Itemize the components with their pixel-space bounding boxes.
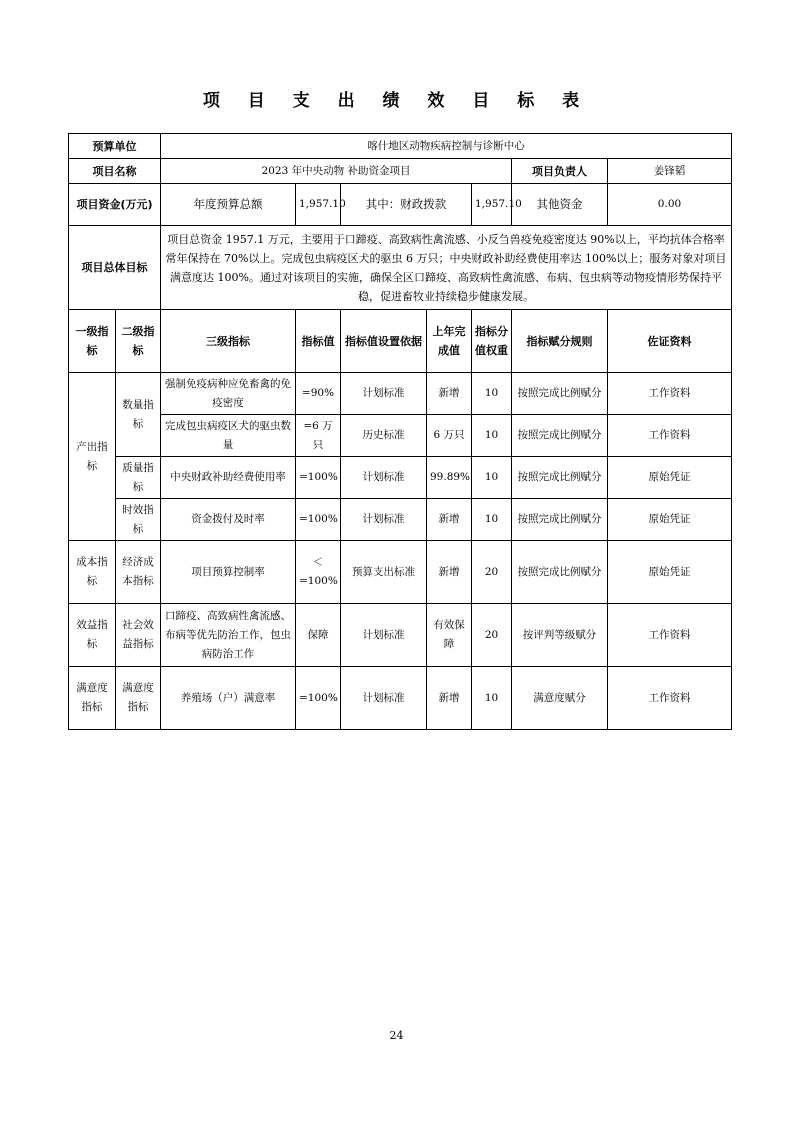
indicator-cell: 项目预算控制率 bbox=[161, 541, 296, 604]
group-cost: 成本指标 bbox=[69, 541, 116, 604]
header-evidence: 佐证资料 bbox=[608, 310, 732, 373]
table-row bbox=[69, 604, 732, 667]
table-row bbox=[69, 499, 732, 541]
table-row bbox=[69, 667, 732, 730]
basis-cell: 计划标准 bbox=[341, 457, 427, 499]
header-basis: 指标值设置依据 bbox=[341, 310, 427, 373]
page-number: 24 bbox=[389, 1029, 404, 1042]
goal-label: 项目总体目标 bbox=[69, 226, 161, 310]
value-cell: 保障 bbox=[296, 604, 341, 667]
last-year-cell: 新增 bbox=[427, 373, 472, 415]
evidence-cell: 工作资料 bbox=[608, 373, 732, 415]
weight-cell: 10 bbox=[472, 415, 512, 457]
rule-cell: 按照完成比例赋分 bbox=[512, 541, 608, 604]
group-benefit: 效益指标 bbox=[69, 604, 116, 667]
header-rule: 指标赋分规则 bbox=[512, 310, 608, 373]
table-row bbox=[69, 457, 732, 499]
indicator-cell: 养殖场（户）满意率 bbox=[161, 667, 296, 730]
subgroup-economic-cost: 经济成本指标 bbox=[116, 541, 161, 604]
table-row bbox=[69, 415, 732, 457]
subgroup-quality: 质量指标 bbox=[116, 457, 161, 499]
evidence-cell: 原始凭证 bbox=[608, 499, 732, 541]
group-output: 产出指标 bbox=[69, 373, 116, 541]
rule-cell: 按照完成比例赋分 bbox=[512, 457, 608, 499]
table-row bbox=[69, 373, 732, 415]
header-level1: 一级指标 bbox=[69, 310, 116, 373]
basis-cell: 预算支出标准 bbox=[341, 541, 427, 604]
rule-cell: 按照完成比例赋分 bbox=[512, 373, 608, 415]
header-level2: 二级指标 bbox=[116, 310, 161, 373]
annual-budget-label: 年度预算总额 bbox=[161, 184, 296, 226]
value-cell: ＜=100% bbox=[296, 541, 341, 604]
indicator-cell: 口蹄疫、高致病性禽流感、布病等优先防治工作，包虫病防治工作 bbox=[161, 604, 296, 667]
evidence-cell: 工作资料 bbox=[608, 604, 732, 667]
fiscal-label: 其中：财政拨款 bbox=[341, 184, 472, 226]
rule-cell: 满意度赋分 bbox=[512, 667, 608, 730]
header-level3: 三级指标 bbox=[161, 310, 296, 373]
last-year-cell: 新增 bbox=[427, 541, 472, 604]
indicator-cell: 完成包虫病疫区犬的驱虫数量 bbox=[161, 415, 296, 457]
table-row bbox=[69, 541, 732, 604]
weight-cell: 10 bbox=[472, 457, 512, 499]
subgroup-social-benefit: 社会效益指标 bbox=[116, 604, 161, 667]
weight-cell: 20 bbox=[472, 541, 512, 604]
subgroup-timeliness: 时效指标 bbox=[116, 499, 161, 541]
header-last-year: 上年完成值 bbox=[427, 310, 472, 373]
last-year-cell: 新增 bbox=[427, 499, 472, 541]
rule-cell: 按照完成比例赋分 bbox=[512, 499, 608, 541]
subgroup-quantity: 数量指标 bbox=[116, 373, 161, 457]
header-row bbox=[69, 310, 732, 373]
indicator-cell: 强制免疫病种应免畜禽的免疫密度 bbox=[161, 373, 296, 415]
value-cell: =100% bbox=[296, 457, 341, 499]
funds-label: 项目资金(万元) bbox=[69, 184, 161, 226]
last-year-cell: 99.89% bbox=[427, 457, 472, 499]
last-year-cell: 有效保障 bbox=[427, 604, 472, 667]
weight-cell: 10 bbox=[472, 499, 512, 541]
indicator-cell: 资金拨付及时率 bbox=[161, 499, 296, 541]
value-cell: =100% bbox=[296, 499, 341, 541]
last-year-cell: 新增 bbox=[427, 667, 472, 730]
budget-unit-value: 喀什地区动物疾病控制与诊断中心 bbox=[161, 134, 732, 159]
goal-text: 项目总资金 1957.1 万元，主要用于口蹄疫、高致病性禽流感、小反刍兽疫免疫密度达 90%以上，平均抗体合格率常年保持在 70%以上。完成包虫病疫区犬的驱虫 6 万只；中央财政补助经费使用率达 100%以上；服务对象对项目满意度达 100%。通过对该项目的实施，确保全区口蹄疫、高致病性禽流感、布病、包虫病等动物疫情形势保持平稳，促进畜牧业持续稳步健康发展。 bbox=[161, 226, 732, 310]
fiscal-value: 1,957.10 bbox=[472, 184, 512, 226]
owner-value: 姜锋韬 bbox=[608, 159, 732, 184]
other-funds-value: 0.00 bbox=[608, 184, 732, 226]
budget-unit-row bbox=[69, 134, 732, 159]
evidence-cell: 原始凭证 bbox=[608, 541, 732, 604]
performance-table bbox=[68, 133, 732, 730]
weight-cell: 10 bbox=[472, 667, 512, 730]
budget-unit-label: 预算单位 bbox=[69, 134, 161, 159]
value-cell: =6 万只 bbox=[296, 415, 341, 457]
evidence-cell: 工作资料 bbox=[608, 667, 732, 730]
funds-row bbox=[69, 184, 732, 226]
header-value: 指标值 bbox=[296, 310, 341, 373]
header-weight: 指标分值权重 bbox=[472, 310, 512, 373]
project-name-value: 2023 年中央动物 补助资金项目 bbox=[161, 159, 512, 184]
basis-cell: 计划标准 bbox=[341, 667, 427, 730]
indicator-cell: 中央财政补助经费使用率 bbox=[161, 457, 296, 499]
value-cell: =90% bbox=[296, 373, 341, 415]
weight-cell: 10 bbox=[472, 373, 512, 415]
project-name-row bbox=[69, 159, 732, 184]
annual-budget-value: 1,957.10 bbox=[296, 184, 341, 226]
rule-cell: 按评判等级赋分 bbox=[512, 604, 608, 667]
basis-cell: 历史标准 bbox=[341, 415, 427, 457]
basis-cell: 计划标准 bbox=[341, 373, 427, 415]
page-title: 项 目 支 出 绩 效 目 标 表 bbox=[202, 91, 591, 111]
rule-cell: 按照完成比例赋分 bbox=[512, 415, 608, 457]
basis-cell: 计划标准 bbox=[341, 604, 427, 667]
subgroup-satisfaction: 满意度指标 bbox=[116, 667, 161, 730]
project-name-label: 项目名称 bbox=[69, 159, 161, 184]
other-funds-label: 其他资金 bbox=[512, 184, 608, 226]
owner-label: 项目负责人 bbox=[512, 159, 608, 184]
evidence-cell: 工作资料 bbox=[608, 415, 732, 457]
evidence-cell: 原始凭证 bbox=[608, 457, 732, 499]
goal-row bbox=[69, 226, 732, 310]
group-satisfaction: 满意度指标 bbox=[69, 667, 116, 730]
basis-cell: 计划标准 bbox=[341, 499, 427, 541]
last-year-cell: 6 万只 bbox=[427, 415, 472, 457]
value-cell: =100% bbox=[296, 667, 341, 730]
weight-cell: 20 bbox=[472, 604, 512, 667]
